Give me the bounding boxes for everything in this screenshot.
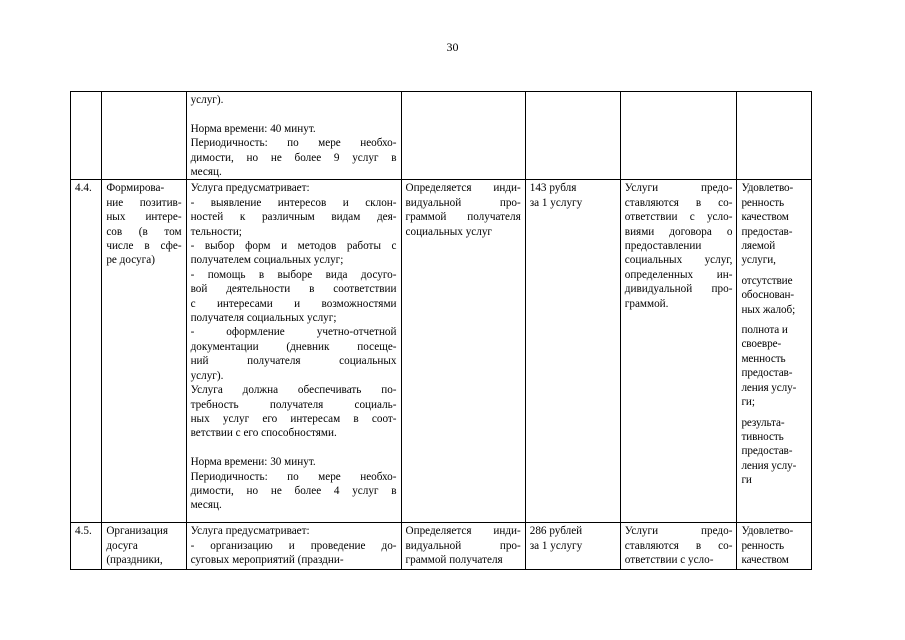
text-line: ги; [741, 396, 755, 409]
text-line: дивидуальной про- [624, 283, 733, 296]
text-line: ре досуга) [106, 254, 155, 267]
row-number-cell [71, 523, 102, 570]
text-line: видуальной про- [405, 539, 521, 552]
text-line: ответствии с усло- [624, 554, 714, 567]
text-line: предостав- [741, 225, 793, 238]
text-line: предостав- [741, 445, 793, 458]
service-cost-cell [525, 180, 620, 523]
service-quality-cell [737, 92, 812, 180]
row-number-cell [71, 92, 102, 180]
text-line: ренность [741, 539, 785, 552]
text-line: 143 рубля [529, 182, 577, 195]
service-name-cell [102, 92, 186, 180]
text-line: граммой получателя [405, 554, 503, 567]
text-line: числе в сфе- [106, 240, 182, 253]
service-name-cell [102, 523, 186, 570]
text-line: досуга [106, 539, 138, 552]
text-line: ние позитив- [106, 196, 182, 209]
service-description-cell [186, 523, 401, 570]
service-conditions-cell [620, 523, 737, 570]
text-line: тельности; [190, 225, 242, 238]
table-row [71, 180, 812, 523]
text-line: своевре- [741, 338, 782, 351]
services-table [70, 91, 812, 570]
text-line: результа- [741, 416, 785, 429]
text-line: ставляются в со- [624, 539, 733, 552]
text-line: Формирова- [106, 182, 165, 195]
text-line: Услуга предусматривает: [190, 182, 310, 195]
text-line: ставляются в со- [624, 196, 733, 209]
blank-line [191, 441, 397, 455]
text-line: Услуги предо- [624, 182, 733, 195]
text-line: сов (в том [106, 225, 182, 238]
text-line: Периодичность: по мере необхо- [190, 470, 397, 483]
text-line: ги [741, 474, 752, 487]
text-line: ляемой [741, 240, 776, 253]
text-line: Определяется инди- [405, 182, 521, 195]
text-line: требность получателя социаль- [190, 398, 397, 411]
text-line: граммой. [624, 297, 669, 310]
service-volume-cell [401, 180, 525, 523]
text-line: предоставлении [624, 240, 702, 253]
text-line: видуальной про- [405, 196, 521, 209]
text-line: - оформление учетно-отчетной [190, 326, 397, 339]
text-line: за 1 услугу [529, 539, 583, 552]
service-quality-cell [737, 523, 812, 570]
text-line: услуги, [741, 254, 776, 267]
text-line: - помощь в выборе вида досуго- [190, 268, 397, 281]
text-line: Периодичность: по мере необхо- [190, 137, 397, 150]
service-conditions-cell [620, 92, 737, 180]
text-line: Услуга предусматривает: [190, 525, 310, 538]
service-description-cell [186, 180, 401, 523]
text-line: граммой получателя [405, 211, 521, 224]
text-line: димости, но не более 9 услуг в [190, 151, 397, 164]
service-cost-cell [525, 92, 620, 180]
text-line: обоснован- [741, 289, 794, 302]
text-line: ных жалоб; [741, 303, 796, 316]
text-line: вой деятельности в соответствии [190, 283, 397, 296]
text-line: димости, но не более 4 услуг в [190, 484, 397, 497]
text-line: Удовлетво- [741, 525, 794, 538]
service-conditions-cell [620, 180, 737, 523]
service-description-cell [186, 92, 401, 180]
service-volume-cell [401, 523, 525, 570]
text-line: - выбор форм и методов работы с [190, 240, 397, 253]
text-line: ных интере- [106, 211, 182, 224]
text-line: ний получателя социальных [190, 355, 397, 368]
text-line: предостав- [741, 367, 793, 380]
text-line: Услуги предо- [624, 525, 733, 538]
text-line: ответствии с усло- [624, 211, 733, 224]
text-line: за 1 услугу [529, 196, 583, 209]
text-line: документации (дневник посеще- [190, 340, 397, 353]
text-line: ления услу- [741, 381, 797, 394]
text-line: услуг). [190, 369, 224, 382]
text-line: Определяется инди- [405, 525, 521, 538]
row-number-cell [71, 180, 102, 523]
table-row [71, 92, 812, 180]
service-quality-cell [737, 180, 812, 523]
page-number: 30 [446, 40, 459, 54]
text-line: отсутствие [741, 274, 793, 287]
text-line: месяц. [190, 166, 222, 179]
service-name-cell [102, 180, 186, 523]
text-line: ностей к различным видам дея- [190, 211, 397, 224]
service-cost-cell [525, 523, 620, 570]
text-line: тивность [741, 430, 784, 443]
text-line: ренность [741, 196, 785, 209]
text-line: ных услуг его интересам в соот- [190, 412, 397, 425]
text-line: - организацию и проведение до- [190, 539, 397, 552]
table-row [71, 523, 812, 570]
text-line: 286 рублей [529, 525, 583, 538]
row-number: 4.4. [75, 182, 92, 195]
text-line: полнота и [741, 324, 788, 337]
text-line: определенных ин- [624, 268, 733, 281]
text-line: суговых мероприятий (праздни- [190, 554, 344, 567]
text-line: качеством [741, 554, 789, 567]
text-line: месяц. [190, 499, 222, 512]
text-line: Услуга должна обеспечивать по- [190, 384, 397, 397]
text-line: с интересами и возможностями [190, 297, 397, 310]
blank-line [191, 107, 397, 121]
text-line: ветствии с его способностями. [190, 427, 337, 440]
text-line: качеством [741, 211, 789, 224]
text-line: Норма времени: 40 минут. [190, 122, 316, 135]
text-line: (праздники, [106, 554, 163, 567]
row-number: 4.5. [75, 525, 92, 538]
service-volume-cell [401, 92, 525, 180]
text-line: получателем социальных услуг; [190, 254, 344, 267]
text-line: социальных услуг, [624, 254, 733, 267]
text-line: социальных услуг [405, 225, 493, 238]
text-line: услуг). [190, 94, 224, 106]
text-line: Норма времени: 30 минут. [190, 456, 316, 469]
text-line: виями договора о [624, 225, 733, 238]
text-line: Удовлетво- [741, 182, 794, 195]
text-line: менность [741, 352, 786, 365]
text-line: - выявление интересов и склон- [190, 196, 397, 209]
text-line: ления услу- [741, 459, 797, 472]
text-line: получателя социальных услуг; [190, 312, 337, 325]
text-line: Организация [106, 525, 169, 538]
